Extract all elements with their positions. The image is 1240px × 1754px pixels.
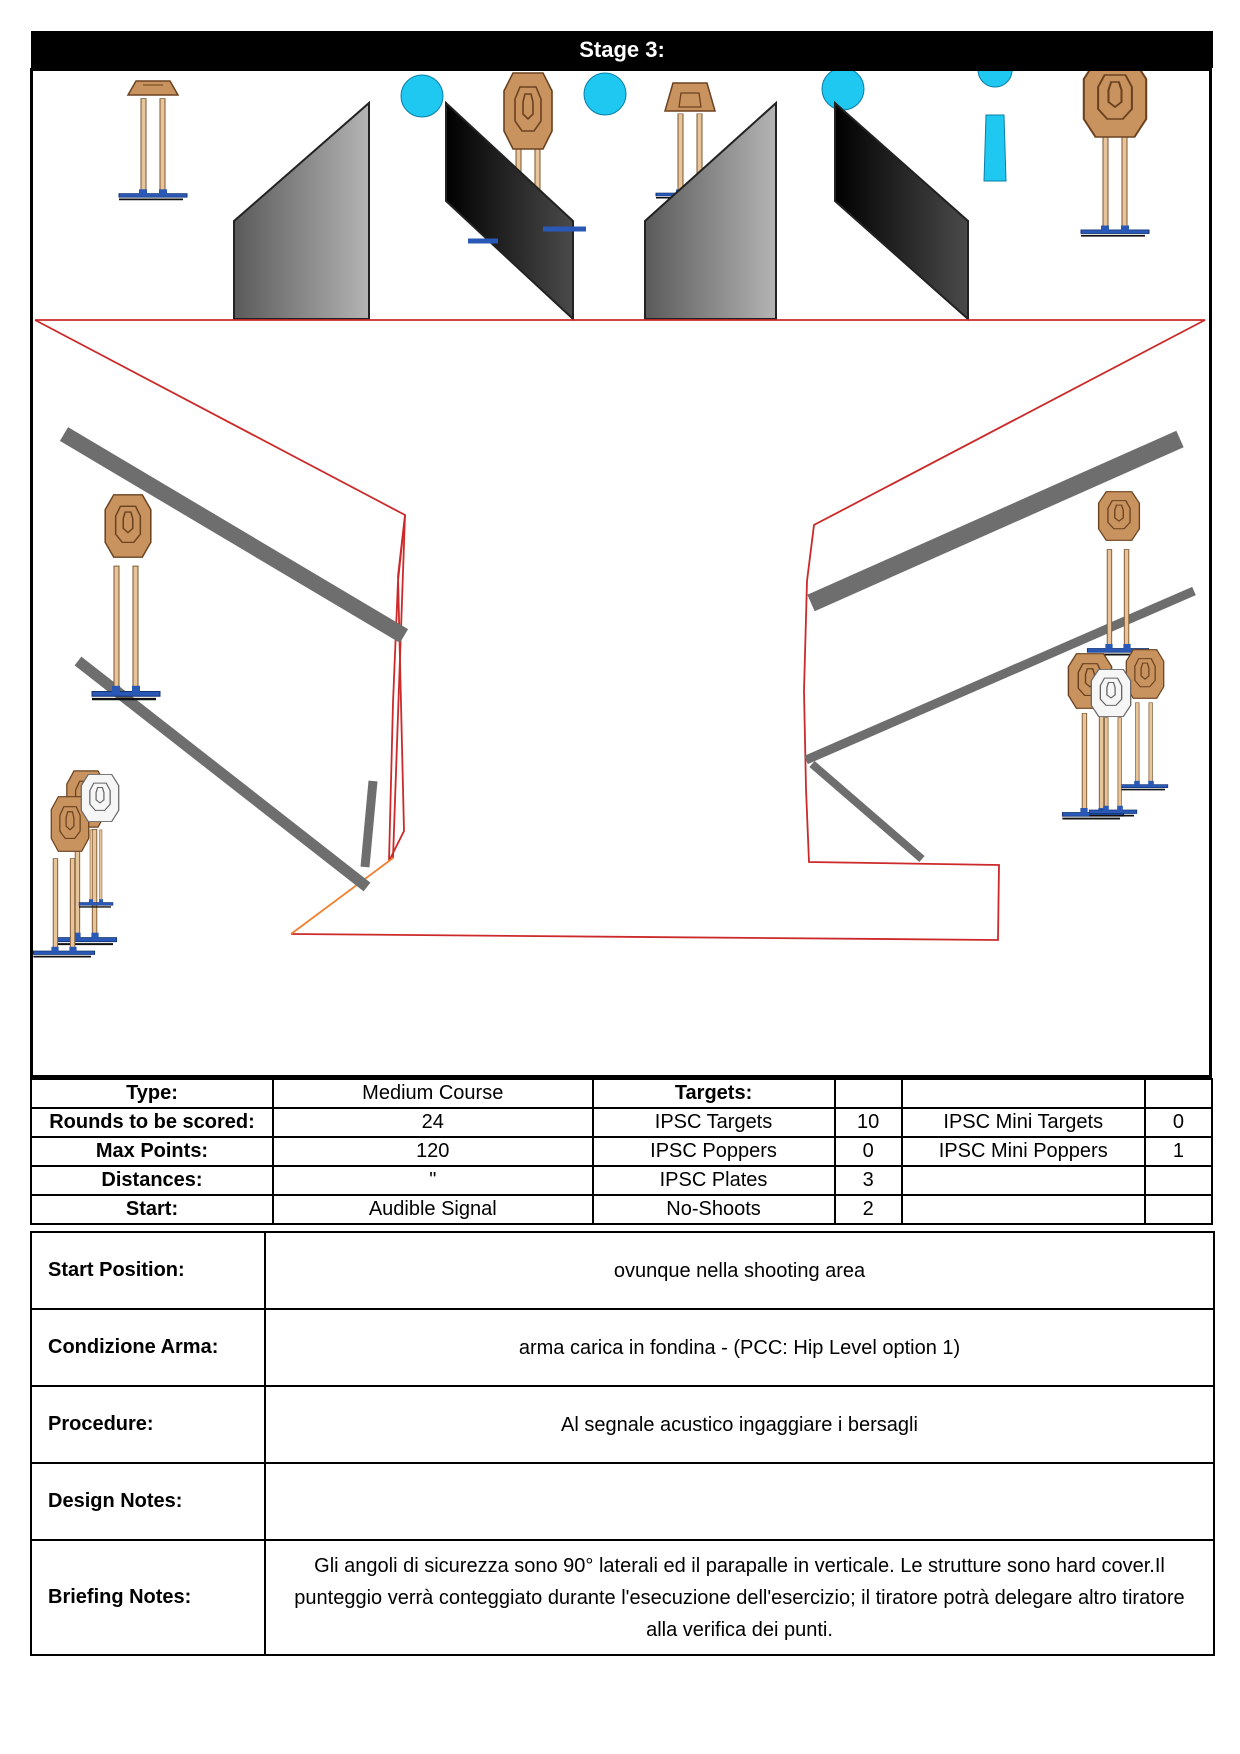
ipsc-target-right-3 [1120,650,1168,790]
steel-plate-3 [822,71,864,110]
wall-top-3 [645,103,776,319]
wall-right-short [812,764,922,859]
design-notes-label: Design Notes: [31,1463,265,1540]
procedure-value: Al segnale acustico ingaggiare i bersagli [265,1386,1214,1463]
start-position-value: ovunque nella shooting area [265,1232,1214,1309]
stage-specs-table [30,1078,1213,1225]
start-position-label: Start Position: [31,1232,265,1309]
ipsc-target-left-1 [92,495,160,699]
rounds-value: 24 [273,1108,593,1137]
mini-poppers-count: 1 [1145,1137,1212,1166]
steel-plate-2 [584,73,626,115]
mini-targets-count: 0 [1145,1108,1212,1137]
steel-plate-1 [401,75,443,117]
mini-targets-label: IPSC Mini Targets [902,1108,1145,1137]
mini-poppers-label: IPSC Mini Poppers [902,1137,1145,1166]
stage-notes-table [30,1231,1215,1656]
no-shoots-label: No-Shoots [593,1195,835,1224]
targets-count: 10 [835,1108,902,1137]
rounds-label: Rounds to be scored: [31,1108,273,1137]
design-notes-value [265,1463,1214,1540]
start-value: Audible Signal [273,1195,593,1224]
ipsc-target-top-1 [119,81,187,199]
maxpoints-label: Max Points: [31,1137,273,1166]
plates-label: IPSC Plates [593,1166,835,1195]
wall-left-short [365,781,373,867]
poppers-label: IPSC Poppers [593,1137,835,1166]
maxpoints-value: 120 [273,1137,593,1166]
distances-label: Distances: [31,1166,273,1195]
start-label: Start: [31,1195,273,1224]
targets-header: Targets: [593,1079,835,1108]
wall-top-4 [835,103,968,319]
type-value: Medium Course [273,1079,593,1108]
condition-label: Condizione Arma: [31,1309,265,1386]
briefing-notes-label: Briefing Notes: [31,1540,265,1655]
procedure-label: Procedure: [31,1386,265,1463]
wall-top-1 [234,103,369,319]
stage-title: Stage 3: [31,31,1213,68]
distances-value: " [273,1166,593,1195]
condition-value: arma carica in fondina - (PCC: Hip Level option 1) [265,1309,1214,1386]
poppers-count: 0 [835,1137,902,1166]
briefing-notes-value: Gli angoli di sicurezza sono 90° laterali ed il parapalle in verticale. Le strutture sono hard cover.Il punteggio verrà conteggiato durante l'esecuzione dell'esercizio; il tiratore potrà delegare altro tiratore alla verifica dei punti. [265,1540,1214,1655]
mini-popper [978,71,1012,181]
no-shoot-right [1089,669,1137,815]
type-label: Type: [31,1079,273,1108]
stage-diagram [30,68,1212,1078]
plates-count: 3 [835,1166,902,1195]
targets-label: IPSC Targets [593,1108,835,1137]
ipsc-target-top-4 [1081,71,1149,236]
no-shoots-count: 2 [835,1195,902,1224]
ipsc-target-left-3 [33,797,94,957]
